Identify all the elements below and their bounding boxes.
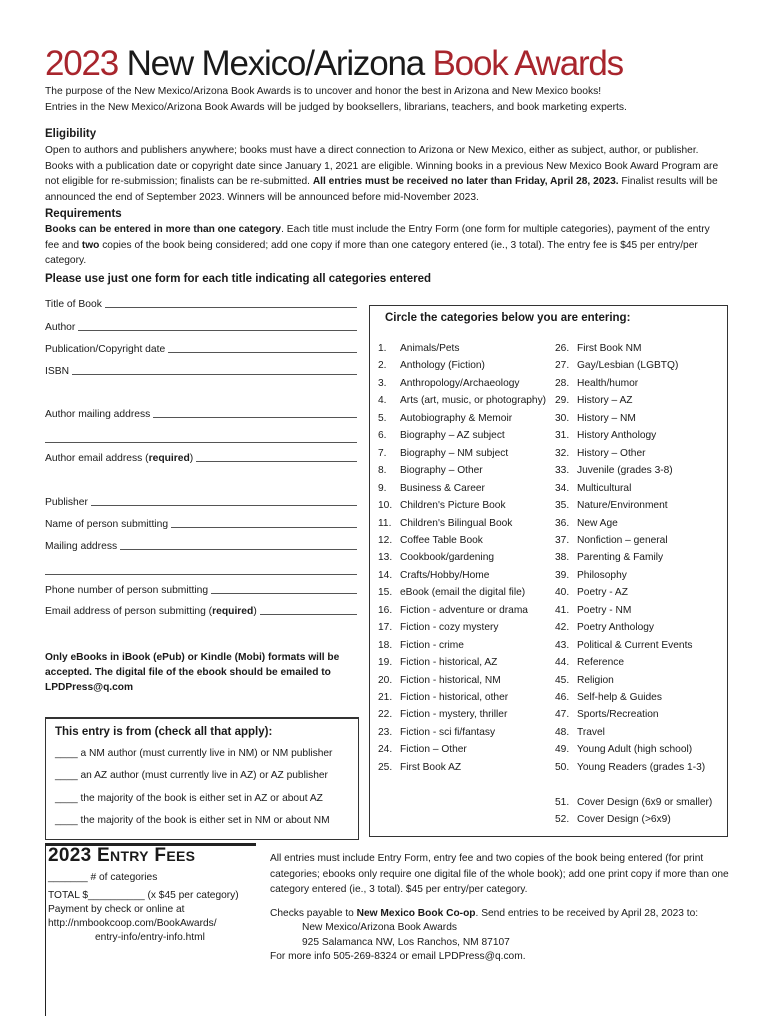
category-number: 3. xyxy=(378,377,387,389)
category-label: Cover Design (>6x9) xyxy=(577,814,671,826)
category-number: 18. xyxy=(378,639,393,651)
category-item[interactable] xyxy=(378,518,512,529)
category-number: 14. xyxy=(378,569,393,581)
title-middle: New Mexico/Arizona xyxy=(126,44,424,83)
title-year: 2023 xyxy=(45,44,119,83)
author-mailing-field[interactable] xyxy=(45,409,357,420)
category-label: Nature/Environment xyxy=(577,500,668,512)
category-number: 40. xyxy=(555,587,570,599)
category-number: 1. xyxy=(378,343,387,354)
category-label: Parenting & Family xyxy=(577,552,664,564)
category-item[interactable] xyxy=(555,797,712,808)
category-label: Anthology (Fiction) xyxy=(400,360,485,372)
category-item[interactable] xyxy=(555,535,668,546)
submitter-mailing-line-2[interactable] xyxy=(45,574,357,575)
category-number: 12. xyxy=(378,534,393,546)
category-label: Poetry Anthology xyxy=(577,622,655,634)
category-number: 49. xyxy=(555,744,570,756)
category-number: 30. xyxy=(555,412,570,424)
category-number: 41. xyxy=(555,604,570,616)
category-item[interactable] xyxy=(555,500,668,511)
category-label: Religion xyxy=(577,674,614,686)
category-number: 13. xyxy=(378,552,393,564)
pub-date-label: Publication/Copyright date xyxy=(45,344,166,355)
category-label: Fiction – Other xyxy=(400,744,467,756)
category-label: Biography – AZ subject xyxy=(400,430,505,442)
category-number: 27. xyxy=(555,360,570,372)
author-mailing-label: Author mailing address xyxy=(45,409,151,420)
category-number: 39. xyxy=(555,569,570,581)
category-item[interactable] xyxy=(555,622,654,633)
eligibility-text xyxy=(45,143,725,205)
category-label: Children's Bilingual Book xyxy=(400,517,513,529)
category-label: Crafts/Hobby/Home xyxy=(400,569,490,581)
category-number: 36. xyxy=(555,517,570,529)
category-item[interactable] xyxy=(378,552,494,563)
category-item[interactable] xyxy=(555,675,614,686)
category-label: Sports/Recreation xyxy=(577,709,659,721)
submitter-mailing-field[interactable] xyxy=(45,541,357,552)
category-label: Autobiography & Memoir xyxy=(400,412,513,424)
category-label: Young Adult (high school) xyxy=(577,744,693,756)
category-label: History – Other xyxy=(577,447,646,459)
category-item[interactable] xyxy=(555,605,631,616)
categories-title: Circle the categories below you are entering: xyxy=(385,312,631,324)
category-item[interactable] xyxy=(378,535,483,546)
category-label: Self-help & Guides xyxy=(577,692,662,703)
category-number: 10. xyxy=(378,500,393,512)
category-item[interactable] xyxy=(378,675,501,686)
category-number: 52. xyxy=(555,814,570,826)
category-number: 51. xyxy=(555,797,570,808)
category-item[interactable] xyxy=(378,465,483,476)
category-label: Cover Design (6x9 or smaller) xyxy=(577,797,713,808)
title-of-book-field[interactable] xyxy=(45,299,357,310)
category-number: 48. xyxy=(555,726,570,738)
category-label: Fiction - mystery, thriller xyxy=(400,709,508,721)
category-item[interactable] xyxy=(378,622,499,633)
category-item[interactable] xyxy=(555,744,692,755)
category-item[interactable] xyxy=(378,500,506,511)
category-label: Cookbook/gardening xyxy=(400,552,495,564)
category-item[interactable] xyxy=(555,518,618,529)
category-item[interactable] xyxy=(378,744,467,755)
category-number: 42. xyxy=(555,622,570,634)
category-label: Fiction - crime xyxy=(400,639,464,651)
category-number: 8. xyxy=(378,465,387,477)
category-number: 7. xyxy=(378,447,387,459)
category-item[interactable] xyxy=(378,448,508,459)
category-label: Fiction - adventure or drama xyxy=(400,604,528,616)
category-number: 47. xyxy=(555,709,570,721)
requirements-bold-1: Books can be entered in more than one category xyxy=(45,224,282,235)
category-item[interactable] xyxy=(555,709,659,720)
isbn-field[interactable] xyxy=(45,366,357,377)
category-label: Poetry - NM xyxy=(577,604,632,616)
category-item[interactable] xyxy=(378,343,459,354)
requirements-heading: Requirements xyxy=(45,208,122,220)
requirements-text xyxy=(45,222,725,269)
author-label: Author xyxy=(45,322,76,333)
ebook-note-line-1: Only eBooks in iBook (ePub) or Kindle (Mobi) formats will be xyxy=(45,652,340,663)
category-item[interactable] xyxy=(378,378,520,389)
category-item[interactable] xyxy=(555,657,624,668)
category-number: 35. xyxy=(555,500,570,512)
category-number: 44. xyxy=(555,657,570,669)
category-item[interactable] xyxy=(378,587,525,598)
entry-from-nm[interactable]: ____ a NM author (must currently live in NM) or NM publisher xyxy=(55,748,333,759)
submitter-email-field[interactable] xyxy=(45,606,357,617)
category-label: History – AZ xyxy=(577,395,633,407)
ebook-note-line-2: accepted. The digital file of the ebook should be emailed to xyxy=(45,667,331,678)
publisher-field[interactable] xyxy=(45,497,357,508)
category-number: 33. xyxy=(555,465,570,477)
category-item[interactable] xyxy=(555,413,636,424)
category-number: 19. xyxy=(378,657,393,669)
category-label: Poetry - AZ xyxy=(577,587,628,599)
category-item[interactable] xyxy=(555,727,605,738)
category-label: Fiction - cozy mystery xyxy=(400,622,499,634)
category-item[interactable] xyxy=(378,413,512,424)
category-number: 20. xyxy=(378,674,393,686)
author-email-label: Author email address (required) xyxy=(45,453,194,464)
category-item[interactable] xyxy=(555,692,662,703)
category-label: Anthropology/Archaeology xyxy=(400,377,520,389)
category-item[interactable] xyxy=(555,587,628,598)
category-item[interactable] xyxy=(378,692,508,703)
category-item[interactable] xyxy=(555,430,656,441)
category-number: 29. xyxy=(555,395,570,407)
category-item[interactable] xyxy=(555,395,632,406)
requirements-bold-2: two xyxy=(81,239,100,251)
category-number: 45. xyxy=(555,674,570,686)
entry-from-set-nm[interactable]: ____ the majority of the book is either set in NM or about NM xyxy=(55,815,330,826)
fees-url-1: http://nmbookcoop.com/BookAwards/ xyxy=(48,918,217,929)
intro-line-2: Entries in the New Mexico/Arizona Book Awards will be judged by booksellers, librarians, teachers, and book marketing experts. xyxy=(45,102,627,113)
category-item[interactable] xyxy=(378,360,485,371)
category-number: 37. xyxy=(555,534,570,546)
eligibility-deadline: All entries must be received no later than Friday, April 28, 2023. xyxy=(312,176,619,188)
category-item[interactable] xyxy=(378,605,528,616)
author-mailing-line-2[interactable] xyxy=(45,442,357,443)
category-label: Biography – NM subject xyxy=(400,447,509,459)
category-label: Multicultural xyxy=(577,482,632,494)
category-number: 25. xyxy=(378,761,393,773)
category-number: 2. xyxy=(378,360,387,372)
pub-date-field[interactable] xyxy=(45,344,357,355)
category-label: Fiction - historical, AZ xyxy=(400,657,498,669)
category-label: Arts (art, music, or photography) xyxy=(400,395,547,407)
form-heading: Please use just one form for each title indicating all categories entered xyxy=(45,273,432,285)
fees-url-2: entry-info/entry-info.html xyxy=(95,932,205,943)
category-item[interactable] xyxy=(378,570,489,581)
category-label: Animals/Pets xyxy=(400,343,460,354)
category-label: eBook (email the digital file) xyxy=(400,587,526,599)
category-item[interactable] xyxy=(555,762,705,773)
category-number: 11. xyxy=(378,517,392,529)
category-item[interactable] xyxy=(378,483,485,494)
category-number: 21. xyxy=(378,692,393,703)
category-number: 43. xyxy=(555,639,570,651)
phone-label: Phone number of person submitting xyxy=(45,585,209,596)
category-item[interactable] xyxy=(378,709,507,720)
category-number: 34. xyxy=(555,482,570,494)
fees-box xyxy=(45,843,256,1016)
entry-from-az[interactable]: ____ an AZ author (must currently live in AZ) or AZ publisher xyxy=(55,770,328,781)
requirements-text-2: copies of the book being considered; add one copy if more than one category entered (ie., 3 total). The entry fee is $45 per entry/per category. xyxy=(45,239,698,267)
isbn-label: ISBN xyxy=(45,366,70,377)
category-number: 17. xyxy=(378,622,393,634)
category-number: 5. xyxy=(378,412,387,424)
title-end: Book Awards xyxy=(432,44,623,83)
phone-field[interactable] xyxy=(45,585,357,596)
eligibility-heading: Eligibility xyxy=(45,128,97,140)
category-label: Political & Current Events xyxy=(577,639,693,651)
submitter-name-field[interactable] xyxy=(45,519,357,530)
submitter-mailing-label: Mailing address xyxy=(45,541,118,552)
category-label: Nonfiction – general xyxy=(577,534,668,546)
category-item[interactable] xyxy=(555,570,627,581)
eligibility-text-1: Open to authors and publishers anywhere; books must have a direct connection to Arizona or New Mexico, either as subject, author, or publisher. Books with a publication date or copyright date since January 1, 2021 are eligible. Winning books in a previous New Mexico Book Award Program are not eligible for re-submission; finalists can be re-submitted. xyxy=(45,145,719,188)
category-number: 31. xyxy=(555,430,570,442)
category-number: 4. xyxy=(378,395,387,407)
intro-line-1: The purpose of the New Mexico/Arizona Book Awards is to uncover and honor the best in Arizona and New Mexico books! xyxy=(45,86,602,97)
category-number: 15. xyxy=(378,587,393,599)
category-number: 50. xyxy=(555,761,570,773)
fees-payment: Payment by check or online at xyxy=(48,904,185,915)
closing-text: All entries must include Entry Form, entry fee and two copies of the book being entered (for print categories; ebooks only require one digital file of the whole book); add one print copy if more than one category entered (ie., 3 total). $45 per entry/per category. xyxy=(270,853,729,895)
category-label: Travel xyxy=(577,726,605,738)
category-number: 28. xyxy=(555,377,570,389)
category-item[interactable] xyxy=(378,657,497,668)
category-number: 9. xyxy=(378,482,387,494)
requirements-text-1: . Each title must include the Entry Form (one form for multiple categories), payment of the entry fee and xyxy=(45,224,710,251)
category-label: History – NM xyxy=(577,412,636,424)
submitter-email-label: Email address of person submitting (required) xyxy=(45,606,257,617)
category-number: 16. xyxy=(378,604,393,616)
category-number: 32. xyxy=(555,447,570,459)
page-title xyxy=(45,44,623,84)
category-label: History Anthology xyxy=(577,430,657,442)
category-item[interactable] xyxy=(378,430,505,441)
category-item[interactable] xyxy=(555,343,642,354)
category-label: Juvenile (grades 3-8) xyxy=(577,465,673,477)
category-item[interactable] xyxy=(555,552,663,563)
category-number: 26. xyxy=(555,343,570,354)
category-item[interactable] xyxy=(378,727,495,738)
category-item[interactable] xyxy=(378,395,546,406)
title-of-book-label: Title of Book xyxy=(45,299,102,310)
entry-from-set-az[interactable]: ____ the majority of the book is either set in AZ or about AZ xyxy=(55,793,323,804)
eligibility-text-2: Finalist results will be announced the end of September 2023. Winners will be announced before mid-November 2023. xyxy=(45,176,718,203)
category-item[interactable] xyxy=(555,465,673,476)
category-label: First Book AZ xyxy=(400,761,462,773)
entry-from-title: This entry is from (check all that apply): xyxy=(55,726,273,738)
category-label: Fiction - historical, NM xyxy=(400,674,501,686)
category-number: 24. xyxy=(378,744,393,756)
category-item[interactable] xyxy=(555,483,631,494)
ebook-note-email: LPDPress@q.com xyxy=(45,682,134,693)
checks-line: Checks payable to New Mexico Book Co-op. Send entries to be received by April 28, 2023 to: xyxy=(270,908,699,919)
ebook-note xyxy=(45,650,365,695)
category-number: 6. xyxy=(378,430,387,442)
more-info: For more info 505-269-8324 or email LPDPress@q.com. xyxy=(270,951,526,962)
category-item[interactable] xyxy=(555,640,693,651)
address-line-1: New Mexico/Arizona Book Awards xyxy=(302,922,457,933)
category-number: 23. xyxy=(378,726,393,738)
category-label: Biography – Other xyxy=(400,465,483,477)
author-field[interactable] xyxy=(45,322,357,333)
address-line-2: 925 Salamanca NW, Los Ranchos, NM 87107 xyxy=(302,937,510,948)
category-number: 22. xyxy=(378,709,393,721)
category-label: Health/humor xyxy=(577,377,639,389)
fees-title: 2023 ENTRY FEES xyxy=(48,845,196,866)
category-label: Gay/Lesbian (LGBTQ) xyxy=(577,360,679,372)
publisher-label: Publisher xyxy=(45,497,88,508)
category-label: Children's Picture Book xyxy=(400,500,506,512)
category-number: 46. xyxy=(555,692,570,703)
category-label: Reference xyxy=(577,657,625,669)
category-label: Philosophy xyxy=(577,569,627,581)
intro xyxy=(45,84,745,116)
category-item[interactable] xyxy=(555,814,671,825)
category-item[interactable] xyxy=(555,360,678,371)
submitter-name-label: Name of person submitting xyxy=(45,519,169,530)
category-item[interactable] xyxy=(555,378,638,389)
category-label: Fiction - sci fi/fantasy xyxy=(400,726,496,738)
category-label: First Book NM xyxy=(577,343,642,354)
author-email-field[interactable] xyxy=(45,453,357,464)
category-item[interactable] xyxy=(378,762,461,773)
category-number: 38. xyxy=(555,552,570,564)
category-label: New Age xyxy=(577,517,618,529)
category-label: Coffee Table Book xyxy=(400,534,483,546)
category-label: Business & Career xyxy=(400,482,485,494)
category-item[interactable] xyxy=(555,448,646,459)
category-item[interactable] xyxy=(378,640,464,651)
category-label: Young Readers (grades 1-3) xyxy=(577,761,706,773)
category-label: Fiction - historical, other xyxy=(400,692,509,703)
fees-count-line[interactable]: _______ # of categories xyxy=(48,872,158,883)
fees-total-line[interactable]: TOTAL $__________ (x $45 per category) xyxy=(48,890,239,901)
